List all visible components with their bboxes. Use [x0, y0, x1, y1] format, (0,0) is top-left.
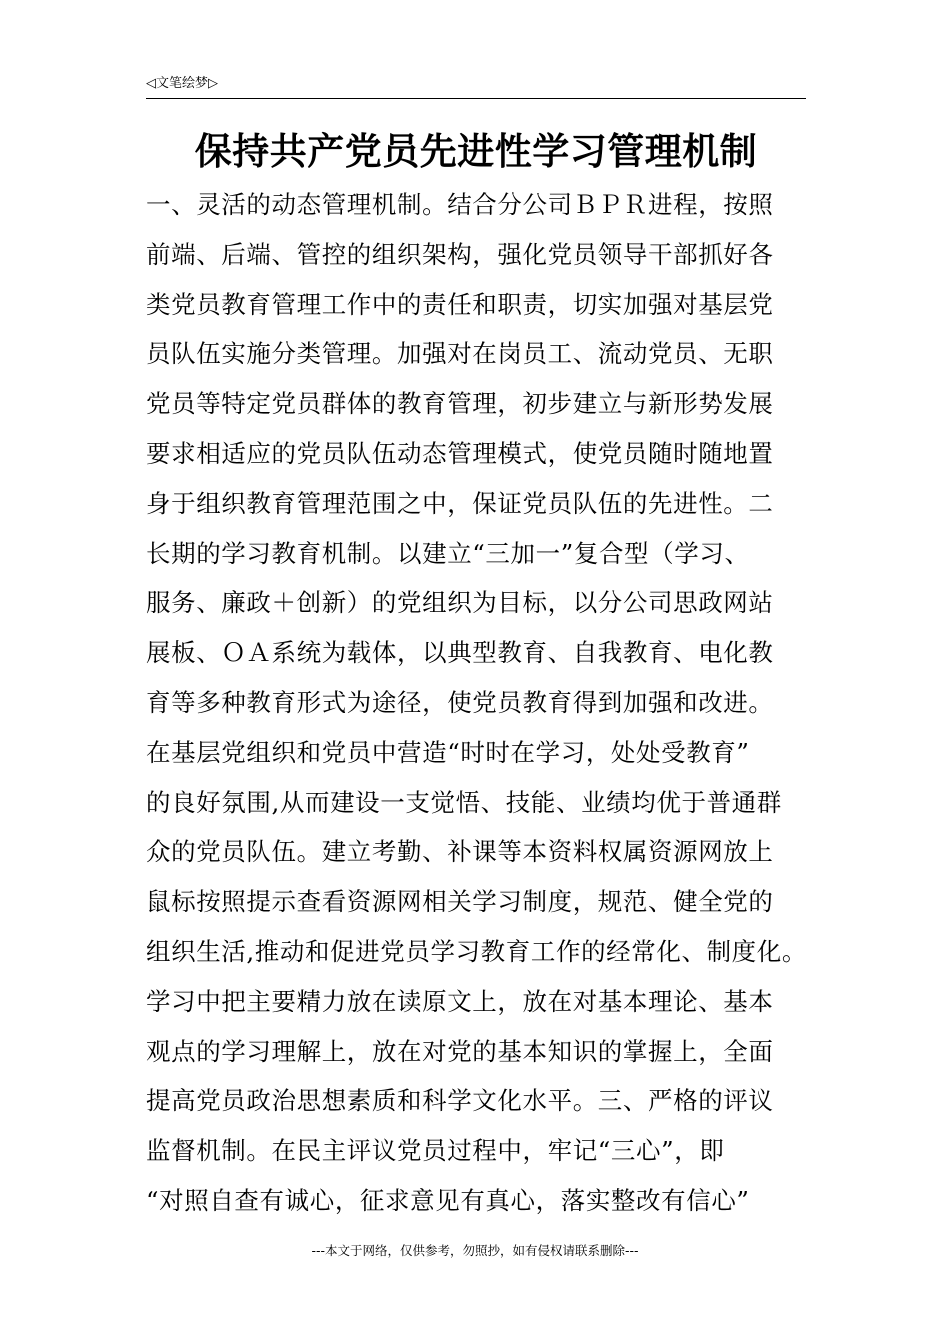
- header-text: ◁文笔绘梦▷: [146, 76, 218, 91]
- body-line: 服务、廉政＋创新）的党组织为目标，以分公司思政网站: [146, 588, 774, 618]
- body-line: 类党员教育管理工作中的责任和职责，切实加强对基层党: [146, 289, 774, 319]
- body-line: 观点的学习理解上，放在对党的基本知识的掌握上，全面: [146, 1036, 774, 1066]
- body-line: “对照自查有诚心，征求意见有真心，落实整改有信心”: [146, 1185, 750, 1215]
- body-line: 一、灵活的动态管理机制。结合分公司ＢＰＲ进程，按照: [146, 190, 774, 219]
- body-line: 身于组织教育管理范围之中，保证党员队伍的先进性。二: [146, 488, 774, 518]
- body-line: 的良好氛围,从而建设一支觉悟、技能、业绩均优于普通群: [146, 787, 782, 817]
- document-body: [146, 180, 826, 1226]
- body-line: 员队伍实施分类管理。加强对在岗员工、流动党员、无职: [146, 339, 774, 369]
- body-line: 党员等特定党员群体的教育管理，初步建立与新形势发展: [146, 389, 774, 419]
- body-line: 众的党员队伍。建立考勤、补课等本资料权属资源网放上: [146, 837, 774, 867]
- document-title: 保持共产党员先进性学习管理机制: [194, 130, 758, 173]
- body-line: 提高党员政治思想素质和科学文化水平。三、严格的评议: [146, 1086, 774, 1116]
- body-line: 鼠标按照提示查看资源网相关学习制度，规范、健全党的: [146, 887, 774, 917]
- page-footer: ---本文于网络，仅供参考，勿照抄，如有侵权请联系删除---: [311, 1243, 639, 1258]
- body-line: 前端、后端、管控的组织架构，强化党员领导干部抓好各: [146, 239, 774, 269]
- body-line: 组织生活,推动和促进党员学习教育工作的经常化、制度化。: [146, 936, 807, 966]
- body-line: 要求相适应的党员队伍动态管理模式，使党员随时随地置: [146, 438, 774, 468]
- body-line: 监督机制。在民主评议党员过程中，牢记“三心”，即: [146, 1136, 725, 1166]
- body-line: 学习中把主要精力放在读原文上，放在对基本理论、基本: [146, 986, 774, 1016]
- body-line: 育等多种教育形式为途径，使党员教育得到加强和改进。: [146, 687, 774, 717]
- body-line: 在基层党组织和党员中营造“时时在学习，处处受教育”: [146, 737, 750, 767]
- body-line: 展板、ＯＡ系统为载体，以典型教育、自我教育、电化教: [146, 638, 774, 668]
- page-header: [146, 74, 806, 99]
- body-line: 长期的学习教育机制。以建立“三加一”复合型（学习、: [146, 538, 750, 568]
